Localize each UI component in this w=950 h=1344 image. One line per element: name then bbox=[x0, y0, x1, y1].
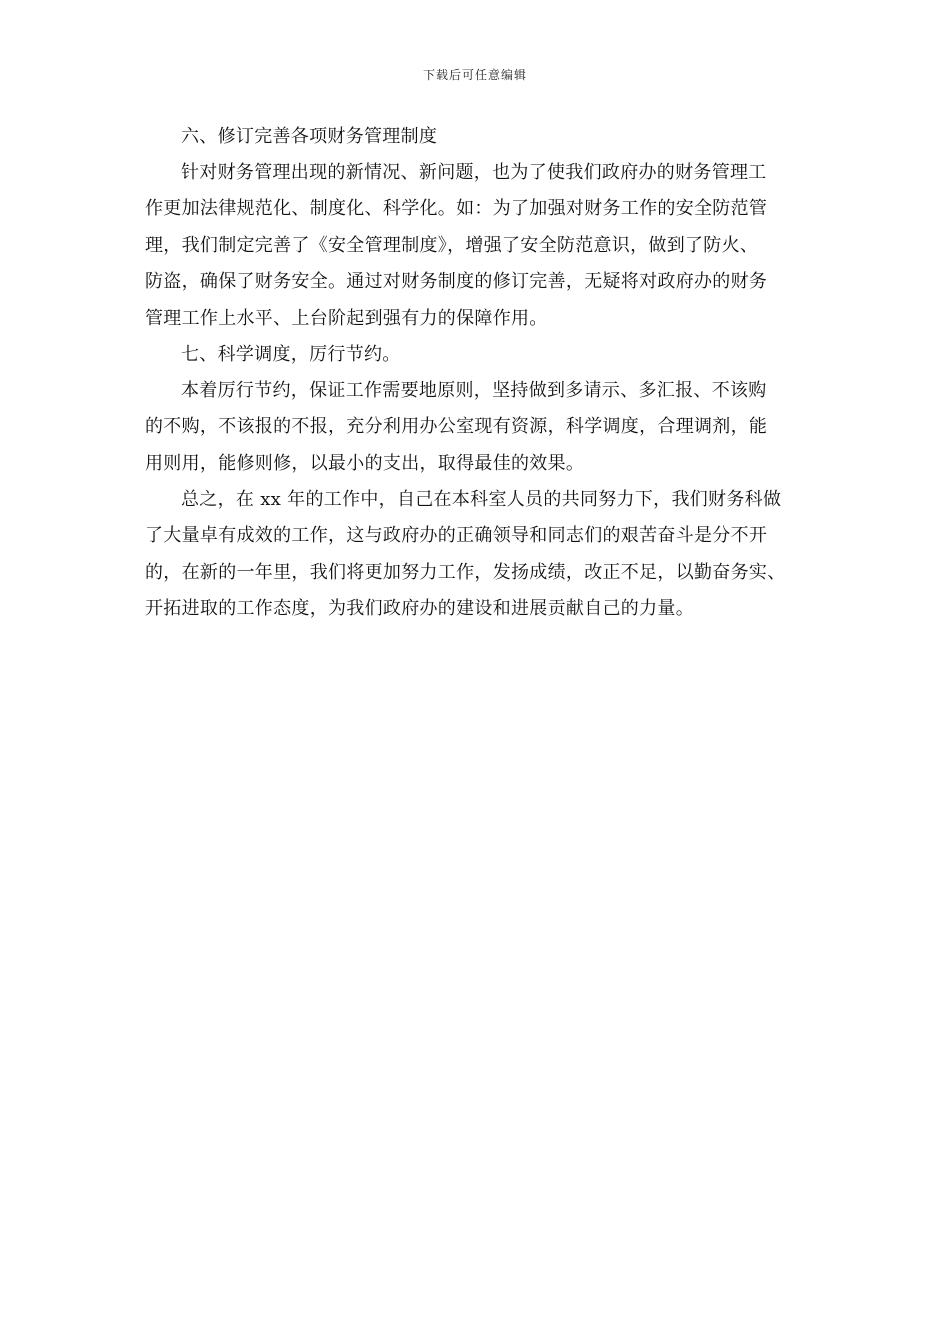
page-header: 下载后可任意编辑 bbox=[422, 68, 527, 82]
paragraph-line: 针对财务管理出现的新情况、新问题，也为了使我们政府办的财务管理工 bbox=[181, 162, 767, 183]
paragraph-line: 防盗，确保了财务安全。通过对财务制度的修订完善，无疑将对政府办的财务 bbox=[145, 271, 768, 292]
section-heading: 七、科学调度，厉行节约。 bbox=[181, 344, 401, 365]
paragraph-line: 开拓进取的工作态度，为我们政府办的建设和进展贡献自己的力量。 bbox=[145, 598, 694, 619]
paragraph-line: 的，在新的一年里，我们将更加努力工作，发扬成绩，改正不足，以勤奋务实、 bbox=[145, 562, 786, 583]
paragraph-line: 总之，在 xx 年的工作中，自己在本科室人员的共同努力下，我们财务科做 bbox=[181, 489, 782, 510]
paragraph-line: 了大量卓有成效的工作，这与政府办的正确领导和同志们的艰苦奋斗是分不开 bbox=[145, 525, 768, 546]
paragraph-line: 管理工作上水平、上台阶起到强有力的保障作用。 bbox=[145, 308, 548, 329]
paragraph-line: 作更加法律规范化、制度化、科学化。如：为了加强对财务工作的安全防范管 bbox=[145, 198, 768, 219]
paragraph-line: 用则用，能修则修，以最小的支出，取得最佳的效果。 bbox=[145, 453, 585, 474]
paragraph-line: 本着厉行节约，保证工作需要地原则，坚持做到多请示、多汇报、不该购 bbox=[181, 380, 767, 401]
paragraph-line: 的不购，不该报的不报，充分利用办公室现有资源，科学调度，合理调剂，能 bbox=[145, 416, 768, 437]
paragraph-line: 理，我们制定完善了《安全管理制度》，增强了安全防范意识，做到了防火、 bbox=[145, 235, 759, 256]
section-heading: 六、修订完善各项财务管理制度 bbox=[181, 126, 438, 147]
